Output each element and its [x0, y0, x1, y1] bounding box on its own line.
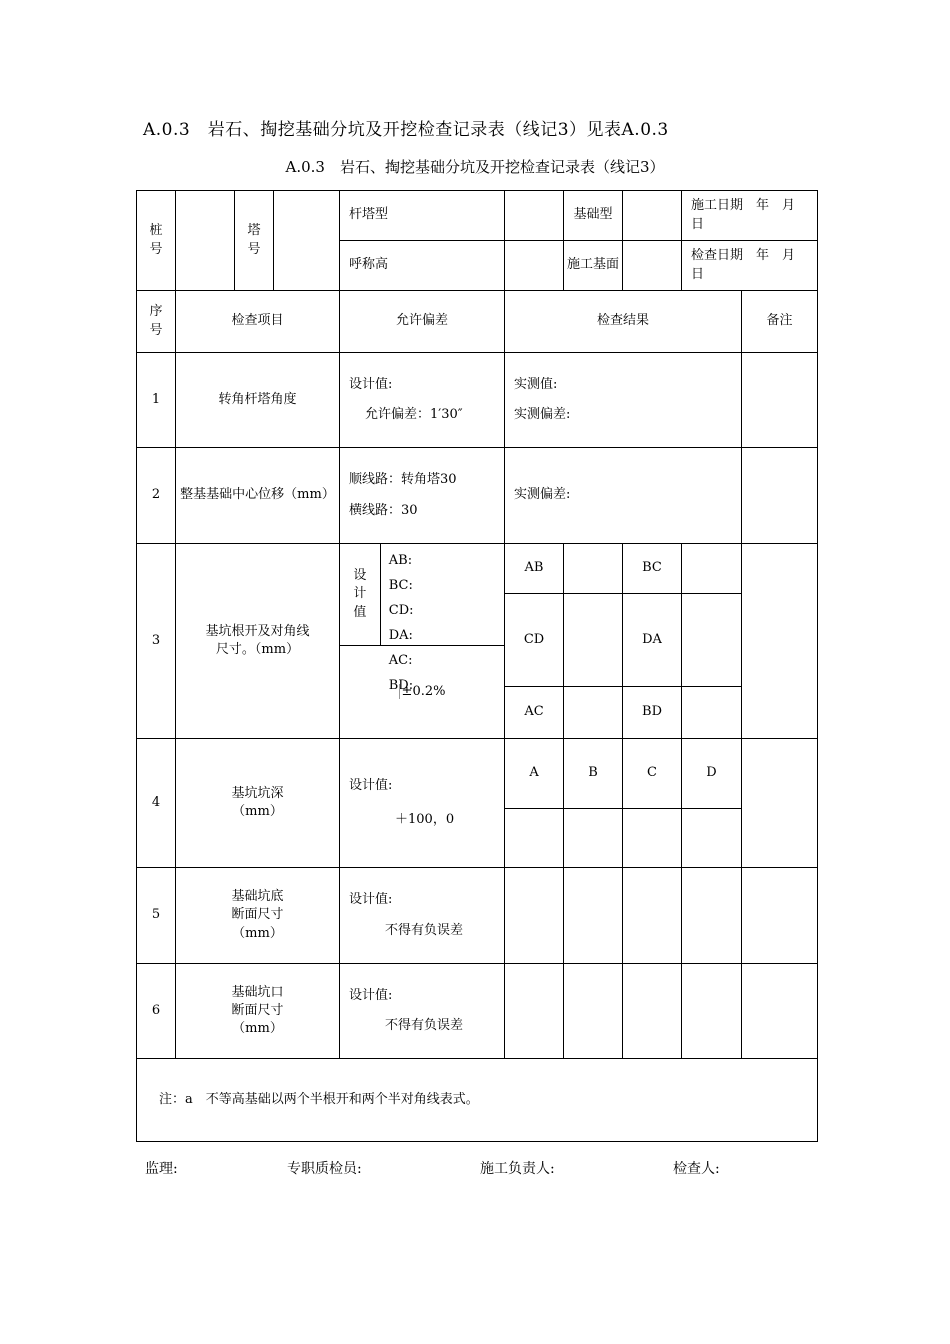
design-label: 设 计 值	[340, 544, 381, 645]
result-a-label: A	[505, 739, 564, 809]
row-no: 5	[137, 868, 176, 964]
result-b-value[interactable]	[564, 809, 623, 868]
result-da-value[interactable]	[682, 594, 742, 687]
result-a-value[interactable]	[505, 809, 564, 868]
result-cell[interactable]	[623, 964, 682, 1059]
tolerance-header: 允许偏差	[340, 291, 505, 353]
row-remark[interactable]	[742, 353, 818, 448]
result-bc-label: BC	[623, 544, 682, 594]
foundation-type-value[interactable]	[623, 191, 682, 241]
result-cd-value[interactable]	[564, 594, 623, 687]
table-note: 注：a 不等高基础以两个半根开和两个半对角线表式。	[137, 1059, 818, 1142]
result-cell[interactable]	[505, 964, 564, 1059]
result-c-value[interactable]	[623, 809, 682, 868]
construction-base-label: 施工基面	[564, 241, 623, 291]
construction-date[interactable]: 施工日期 年 月 日	[682, 191, 818, 241]
item-header: 检查项目	[176, 291, 340, 353]
table-row	[137, 868, 818, 964]
tower-type-label: 杆塔型	[340, 191, 505, 241]
table-row	[137, 739, 818, 809]
result-ac-label: AC	[505, 687, 564, 739]
column-header-row	[137, 291, 818, 353]
result-ac-value[interactable]	[564, 687, 623, 739]
row-remark[interactable]	[742, 448, 818, 544]
row-item: 整基基础中心位移（mm）	[176, 448, 340, 544]
result-ab-value[interactable]	[564, 544, 623, 594]
row-tolerance: ±0.2%	[340, 646, 505, 739]
result-cell[interactable]	[564, 868, 623, 964]
table-row	[137, 448, 818, 544]
tower-type-value[interactable]	[505, 191, 564, 241]
result-bd-label: BD	[623, 687, 682, 739]
result-d-value[interactable]	[682, 809, 742, 868]
row-tolerance: 顺线路：转角塔30 横线路：30	[340, 448, 505, 544]
row-remark[interactable]	[742, 868, 818, 964]
row-result[interactable]: 实测值: 实测偏差:	[505, 353, 742, 448]
row-item: 基坑根开及对角线 尺寸。（mm）	[176, 544, 340, 739]
pile-no-value[interactable]	[176, 191, 235, 291]
header-row-1	[137, 191, 818, 241]
row-tolerance: 设计值: 允许偏差：1′30″	[340, 353, 505, 448]
row-remark[interactable]	[742, 739, 818, 868]
result-c-label: C	[623, 739, 682, 809]
result-cell[interactable]	[682, 868, 742, 964]
row-result[interactable]: 实测偏差:	[505, 448, 742, 544]
result-bd-value[interactable]	[682, 687, 742, 739]
qc-signature: 专职质检员:	[287, 1161, 362, 1177]
result-ab-label: AB	[505, 544, 564, 594]
result-d-label: D	[682, 739, 742, 809]
nominal-height-label: 呼称高	[340, 241, 505, 291]
table-caption: A.0.3 岩石、掏挖基础分坑及开挖检查记录表（线记3）	[285, 158, 665, 176]
result-cd-label: CD	[505, 594, 564, 687]
tower-no-label: 塔 号	[235, 191, 274, 291]
row-no: 2	[137, 448, 176, 544]
result-cell[interactable]	[682, 964, 742, 1059]
row-tolerance: 设计值: 不得有负误差	[340, 868, 505, 964]
table-row	[137, 544, 818, 594]
inspection-record-table	[136, 190, 818, 1142]
row-remark[interactable]	[742, 964, 818, 1059]
row-item: 基坑坑深 （mm）	[176, 739, 340, 868]
table-row	[137, 353, 818, 448]
supervisor-signature: 监理:	[145, 1161, 178, 1177]
result-cell[interactable]	[623, 868, 682, 964]
pile-no-label: 桩 号	[137, 191, 176, 291]
section-heading: A.0.3 岩石、掏挖基础分坑及开挖检查记录表（线记3）见表A.0.3	[143, 120, 669, 140]
result-cell[interactable]	[505, 868, 564, 964]
remark-header: 备注	[742, 291, 818, 353]
row-no: 4	[137, 739, 176, 868]
result-cell[interactable]	[564, 964, 623, 1059]
row-tolerance: 设计值: 不得有负误差	[340, 964, 505, 1059]
row-remark[interactable]	[742, 544, 818, 739]
seq-header: 序 号	[137, 291, 176, 353]
result-header: 检查结果	[505, 291, 742, 353]
foundation-type-label: 基础型	[564, 191, 623, 241]
construction-base-value[interactable]	[623, 241, 682, 291]
row-item: 基础坑口 断面尺寸 （mm）	[176, 964, 340, 1059]
result-da-label: DA	[623, 594, 682, 687]
row-no: 1	[137, 353, 176, 448]
tower-no-value[interactable]	[274, 191, 340, 291]
design-values[interactable]: AB:BC: CD:DA: AC:BD:	[388, 553, 414, 693]
nominal-height-value[interactable]	[505, 241, 564, 291]
inspector-signature: 检查人:	[673, 1161, 720, 1177]
row-no: 3	[137, 544, 176, 739]
inspection-date[interactable]: 检查日期 年 月 日	[682, 241, 818, 291]
row-item: 基础坑底 断面尺寸 （mm）	[176, 868, 340, 964]
table-row	[137, 964, 818, 1059]
result-bc-value[interactable]	[682, 544, 742, 594]
result-b-label: B	[564, 739, 623, 809]
construction-lead-signature: 施工负责人:	[480, 1161, 555, 1177]
row-tolerance: 设计值: ＋100，0	[340, 739, 505, 868]
row-item: 转角杆塔角度	[176, 353, 340, 448]
row-no: 6	[137, 964, 176, 1059]
note-row	[137, 1059, 818, 1142]
